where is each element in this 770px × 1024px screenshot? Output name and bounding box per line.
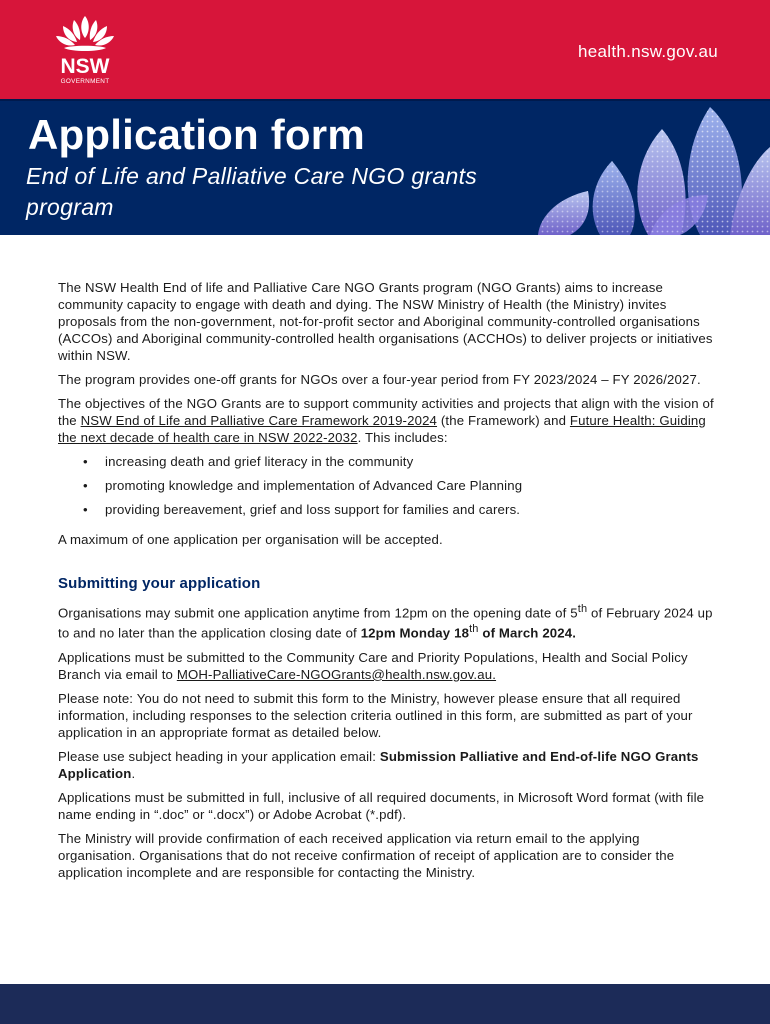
page-title: Application form bbox=[28, 111, 365, 158]
intro-p3-text-middle: (the Framework) and bbox=[437, 413, 570, 428]
list-item bbox=[58, 477, 718, 501]
header-band bbox=[0, 0, 770, 99]
intro-paragraph-4: A maximum of one application per organisation will be accepted. bbox=[58, 532, 443, 547]
intro-p3-text-before: The objectives of the NGO Grants are to support community activities and projects that align with the vision of the bbox=[58, 396, 714, 428]
site-url-link[interactable]: health.nsw.gov.au bbox=[578, 42, 718, 61]
sub-p4-after: . bbox=[131, 765, 136, 781]
document-body bbox=[58, 279, 718, 888]
framework-link[interactable]: NSW End of Life and Palliative Care Framework 2019-2024 bbox=[80, 413, 438, 428]
intro-paragraph-2: The program provides one-off grants for NGOs over a four-year period from FY 2023/2024 – FY 2026/2027. bbox=[58, 372, 701, 387]
closing-date-part-1: 12pm Monday 18 bbox=[360, 625, 470, 641]
intro-paragraph-3 bbox=[58, 395, 718, 446]
sub-p2-before: Applications must be submitted to the Community Care and Priority Populations, Health and Social Policy Branch via email to bbox=[58, 649, 688, 682]
closing-date-part-2: of March 2024. bbox=[478, 625, 577, 641]
sub-p1-middle: of February 2024 up to and no later than the application closing date of bbox=[58, 605, 713, 641]
submitting-paragraph-1 bbox=[58, 601, 718, 642]
page-subtitle: End of Life and Palliative Care NGO grants program bbox=[26, 163, 478, 220]
title-band bbox=[0, 99, 770, 235]
sub-p1-before: Organisations may submit one application anytime from 12pm on the opening date of 5 bbox=[58, 605, 578, 621]
objectives-list bbox=[58, 453, 718, 525]
list-item-text: providing bereavement, grief and loss support for families and carers. bbox=[105, 502, 521, 517]
intro-paragraph-1: The NSW Health End of life and Palliative Care NGO Grants program (NGO Grants) aims to increase community capacity to engage with death and dying. The NSW Ministry of Health (the Ministry) invites proposals from the non-government, not-for-profit sector and Aboriginal community-controlled organisations (ACCOs) and Aboriginal community-controlled health organisations (ACCHOs) to deliver projects or initiatives within NSW. bbox=[58, 280, 713, 363]
submitting-paragraph-5: Applications must be submitted in full, inclusive of all required documents, in Microsoft Word format (with file name ending in “.doc” or “.docx”) or Adobe Acrobat (*.pdf). bbox=[58, 789, 705, 822]
sub-p4-before: Please use subject heading in your application email: bbox=[58, 748, 380, 764]
submitting-paragraph-3: Please note: You do not need to submit this form to the Ministry, however please ensure that all required information, including responses to the selection criteria outlined in this form, are submitted as part of your application in an appropriate format as detailed below. bbox=[58, 690, 693, 740]
svg-text:GOVERNMENT: GOVERNMENT bbox=[60, 78, 110, 85]
svg-text:NSW: NSW bbox=[60, 55, 110, 78]
sub-p1-ordinal-2: th bbox=[469, 623, 479, 636]
list-item-text: increasing death and grief literacy in the community bbox=[105, 454, 414, 469]
future-health-link[interactable]: Future Health: Guiding the next decade of health care in NSW 2022-2032 bbox=[58, 413, 706, 445]
waratah-decoration bbox=[530, 99, 770, 235]
bullet-icon: • bbox=[83, 502, 88, 517]
submitting-heading: Submitting your application bbox=[58, 575, 261, 592]
bullet-icon: • bbox=[83, 478, 88, 493]
list-item bbox=[58, 501, 718, 525]
email-subject-heading: Submission Palliative and End-of-life NGO Grants Application bbox=[58, 748, 699, 781]
submitting-paragraph-4 bbox=[58, 748, 718, 782]
grants-email-link[interactable]: MOH-PalliativeCare-NGOGrants@health.nsw.gov.au. bbox=[176, 666, 497, 682]
footer-band bbox=[0, 984, 770, 1024]
list-item bbox=[58, 453, 718, 477]
list-item-text: promoting knowledge and implementation of Advanced Care Planning bbox=[105, 478, 523, 493]
intro-p3-text-after: . This includes: bbox=[357, 430, 448, 445]
sub-p1-ordinal-1: th bbox=[577, 603, 588, 615]
nsw-government-logo bbox=[50, 12, 120, 88]
bullet-icon: • bbox=[83, 454, 88, 469]
submitting-paragraph-2 bbox=[58, 649, 718, 683]
submitting-paragraph-6: The Ministry will provide confirmation of each received application via return email to the applying organisation. Organisations that do not receive confirmation of receipt of application are to consider the application incomplete and are responsible for contacting the Ministry. bbox=[58, 830, 675, 880]
